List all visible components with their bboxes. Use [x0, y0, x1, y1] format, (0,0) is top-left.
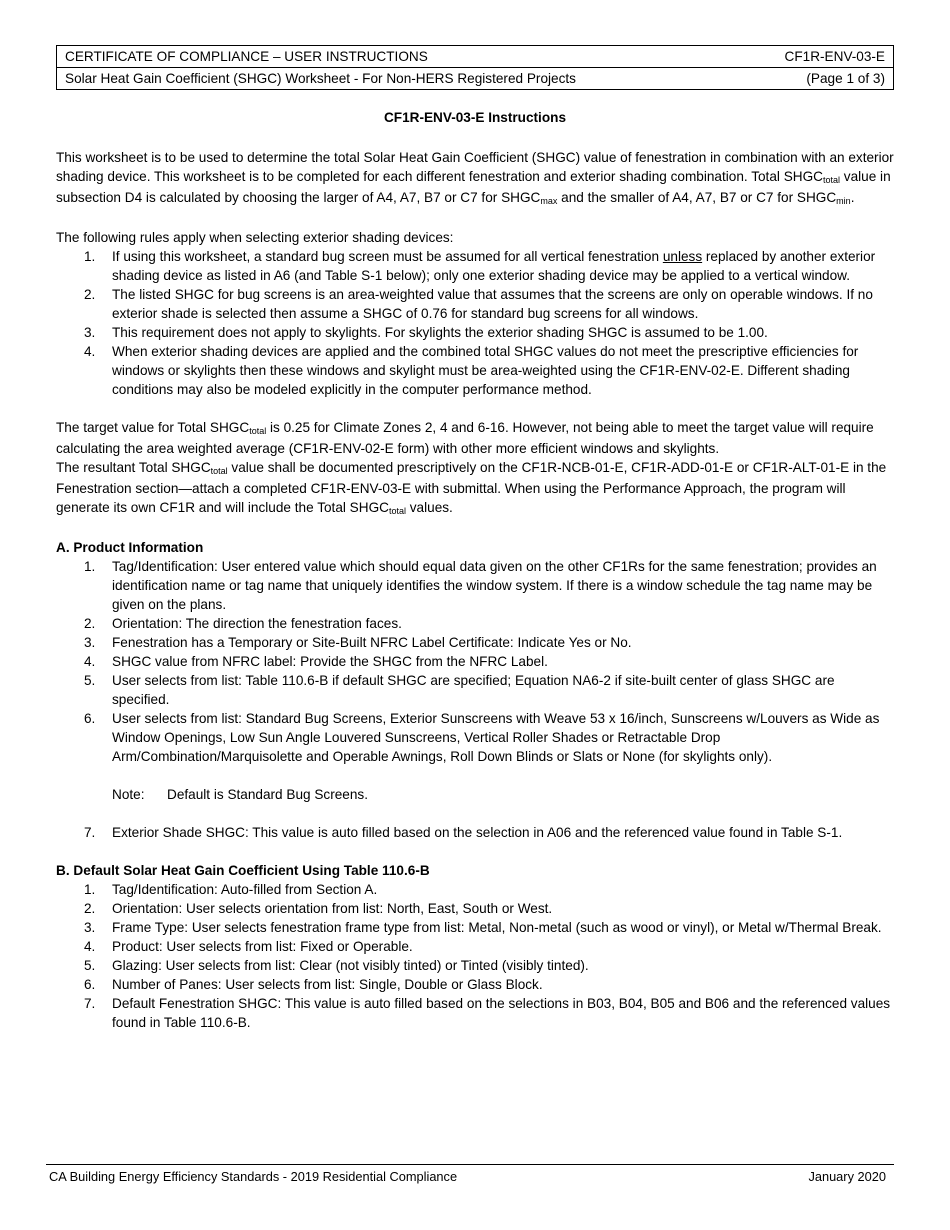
- page-number: (Page 1 of 3): [806, 71, 885, 86]
- section-a-list-cont: [56, 823, 894, 842]
- list-item: 3. This requirement does not apply to skylights. For skylights the exterior shading SHGC is assumed to be 1.00.: [84, 325, 768, 340]
- list-item: 1. If using this worksheet, a standard bug screen must be assumed for all vertical fenestration unless replaced by another exterior shading device as listed in A6 (and Table S-1 below); only one exterior shading device may be applied to a vertical window.: [84, 249, 876, 283]
- list-item: 5. Glazing: User selects from list: Clear (not visibly tinted) or Tinted (visibly tinted).: [84, 958, 589, 973]
- form-id: CF1R-ENV-03-E: [784, 49, 885, 64]
- form-title: Solar Heat Gain Coefficient (SHGC) Worksheet - For Non-HERS Registered Projects: [65, 71, 576, 86]
- list-item: 2. Orientation: The direction the fenestration faces.: [84, 616, 402, 631]
- list-item: 2. Orientation: User selects orientation from list: North, East, South or West.: [84, 901, 553, 916]
- list-item: 4. Product: User selects from list: Fixed or Operable.: [84, 939, 413, 954]
- list-item: 5. User selects from list: Table 110.6-B if default SHGC are specified; Equation NA6-2 if site-built center of glass SHGC are specified.: [84, 673, 835, 707]
- list-item: 6. Number of Panes: User selects from list: Single, Double or Glass Block.: [84, 977, 543, 992]
- list-item: 7. Exterior Shade SHGC: This value is auto filled based on the selection in A06 and the referenced value found in Table S-1.: [84, 825, 843, 840]
- list-item: 7. Default Fenestration SHGC: This value is auto filled based on the selections in B03, B04, B05 and B06 and the referenced values found in Table 110.6-B.: [84, 996, 891, 1030]
- section-a-list: [56, 557, 894, 766]
- resultant-paragraph: The resultant Total $SHGC_{total}$ value shall be documented prescriptively on the CF1R-NCB-01-E, CF1R-ADD-01-E or CF1R-ALT-01-E in the Fenestration section—attach a completed CF1R-ENV-03-E with submittal. When using the Performance Approach, the program will generate its own CF1R and will include the Total $SHGC_{total}$ values.: [56, 460, 887, 516]
- intro-paragraph: This worksheet is to be used to determine the total Solar Heat Gain Coefficient (SHGC) value of fenestration in combination with an exterior shading device. This worksheet is to be completed for each different fenestration and exterior shading combination. Total $SHGC_{total}$ value in subsection D4 is calculated by choosing the larger of A4, A7, B7 or C7 for $SHGC_{max}$ and the smaller of A4, A7, B7 or C7 for $SHGC_{min}$.: [56, 150, 894, 206]
- section-b-list: [56, 880, 894, 1032]
- target-paragraph: The target value for Total $SHGC_{total}$ is 0.25 for Climate Zones 2, 4 and 6-16. However, not being able to meet the target value will require calculating the area weighted average (CF1R-ENV-02-E form) with other more efficient windows and skylights.: [56, 420, 874, 456]
- page-footer: [46, 1164, 894, 1184]
- list-item: 1. Tag/Identification: Auto-filled from Section A.: [84, 882, 378, 897]
- page-title: CF1R-ENV-03-E Instructions: [383, 110, 567, 125]
- list-item: 3. Frame Type: User selects fenestration frame type from list: Metal, Non-metal (such as wood or vinyl), or Metal w/Thermal Break.: [84, 920, 882, 935]
- footer-standards: CA Building Energy Efficiency Standards - 2019 Residential Compliance: [49, 1169, 458, 1184]
- rules-lead: The following rules apply when selecting exterior shading devices:: [56, 230, 454, 245]
- header-row-2: [56, 67, 894, 90]
- list-item: 4. When exterior shading devices are applied and the combined total SHGC values do not meet the prescriptive efficiencies for windows or skylights then these windows and skylight must be area-weighted using the CF1R-ENV-02-E. Different shading conditions may also be modeled explicitly in the computer performance method.: [84, 344, 859, 397]
- section-a-heading: A. Product Information: [56, 540, 204, 555]
- list-item: 3. Fenestration has a Temporary or Site-Built NFRC Label Certificate: Indicate Yes or No.: [84, 635, 632, 650]
- list-item: 6. User selects from list: Standard Bug Screens, Exterior Sunscreens with Weave 53 x 16/inch, Sunscreens w/Louvers as Wide as Window Openings, Low Sun Angle Louvered Sunscreens, Vertical Roller Shades or Retractable Drop Arm/Combination/Marquisolette and Operable Awnings, Roll Down Blinds or Slats or None (for skylights only).: [84, 711, 880, 764]
- list-item: 4. SHGC value from NFRC label: Provide the SHGC from the NFRC Label.: [84, 654, 548, 669]
- header-row-1: [56, 45, 894, 68]
- document-body: [56, 148, 894, 1032]
- rules-list: [56, 247, 894, 399]
- section-b-heading: B. Default Solar Heat Gain Coefficient Using Table 110.6-B: [56, 863, 430, 878]
- list-item: 2. The listed SHGC for bug screens is an area-weighted value that assumes that the screens are only on operable windows. If no exterior shade is selected then assume a SHGC of 0.76 for standard bug screens for all windows.: [84, 287, 873, 321]
- form-category: CERTIFICATE OF COMPLIANCE – USER INSTRUCTIONS: [65, 49, 428, 64]
- footer-date: January 2020: [808, 1169, 886, 1184]
- note: Note: Default is Standard Bug Screens.: [112, 787, 368, 802]
- list-item: 1. Tag/Identification: User entered value which should equal data given on the other CF1Rs for the same fenestration; provides an identification name or tag name that uniquely identifies the window system. If there is a window schedule the tag name may be given on the plans.: [84, 559, 877, 612]
